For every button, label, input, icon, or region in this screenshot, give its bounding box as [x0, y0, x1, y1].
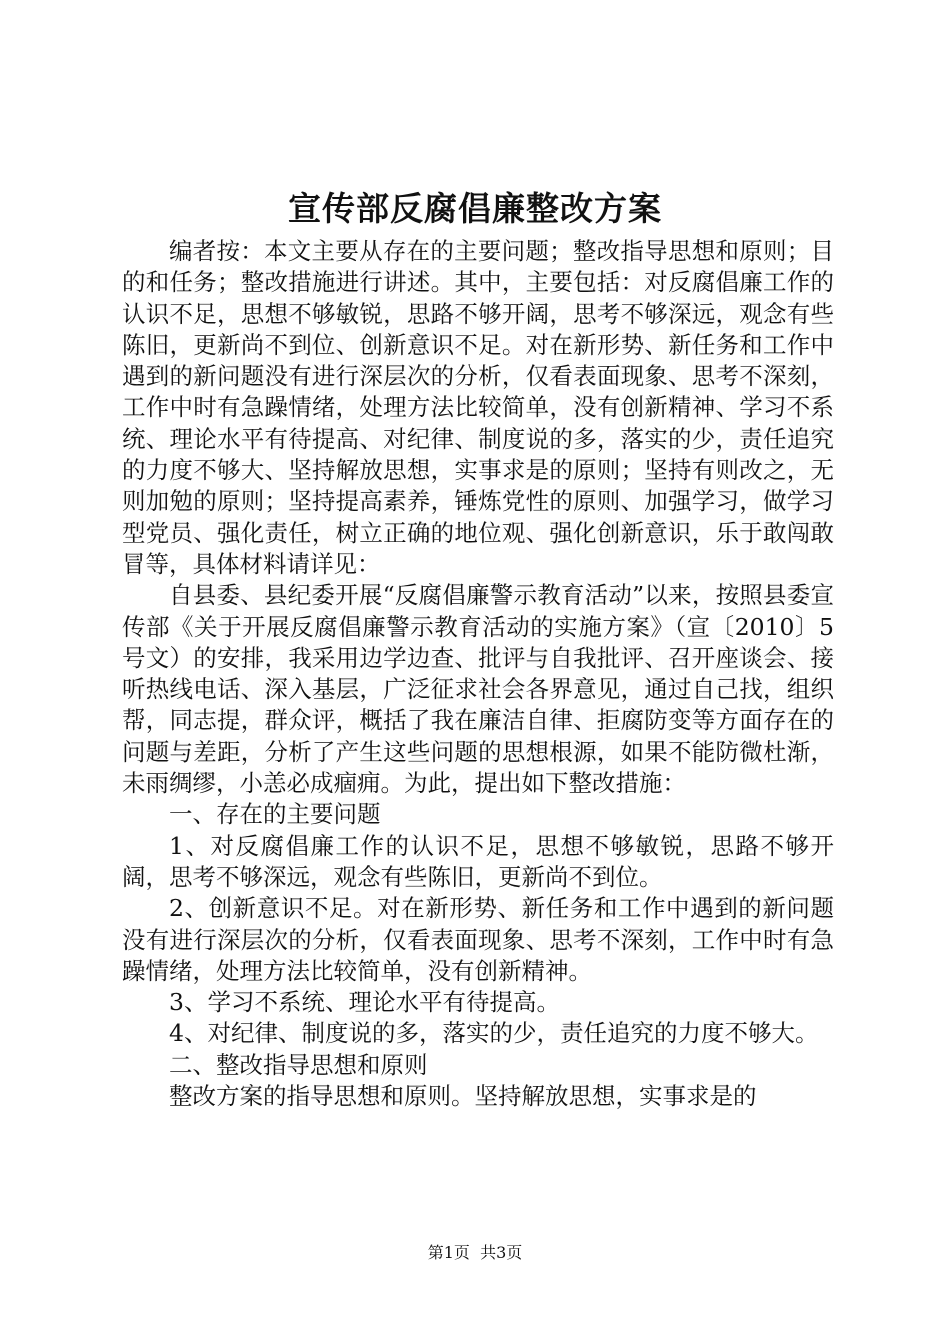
- problem-item-4: 4、对纪律、制度说的多，落实的少，责任追究的力度不够大。: [169, 1019, 819, 1048]
- problem-item-3: 3、学习不系统、理论水平有待提高。: [169, 988, 560, 1017]
- problem-item-2: 2、创新意识不足。对在新形势、新任务和工作中遇到的新问题没有进行深层次的分析，仅看表面现象、思考不深刻，工作中时有急躁情绪，处理方法比较简单，没有创新精神。: [122, 894, 834, 985]
- page-footer: 第1页 共3页: [427, 1243, 523, 1262]
- problem-item-1: 1、对反腐倡廉工作的认识不足，思想不够敏锐，思路不够开阔，思考不够深远，观念有些陈旧，更新尚不到位。: [122, 831, 834, 891]
- intro-paragraph: 自县委、县纪委开展“反腐倡廉警示教育活动”以来，按照县委宣传部《关于开展反腐倡廉警示教育活动的实施方案》（宣〔2010〕5号文）的安排，我采用边学边查、批评与自我批评、召开座谈会、接听热线电话、深入基层，广泛征求社会各界意见，通过自己找，组织帮，同志提，群众评，概括了我在廉洁自律、拒腐防变等方面存在的问题与差距，分析了产生这些问题的思想根源，如果不能防微杜渐，未雨绸缪，小恙必成痼痈。为此，提出如下整改措施：: [122, 581, 834, 798]
- editor-note-paragraph: 编者按：本文主要从存在的主要问题；整改指导思想和原则；目的和任务；整改措施进行讲述。其中，主要包括：对反腐倡廉工作的认识不足，思想不够敏锐，思路不够开阔，思考不够深远，观念有些陈旧，更新尚不到位、创新意识不足。对在新形势、新任务和工作中遇到的新问题没有进行深层次的分析，仅看表面现象、思考不深刻，工作中时有急躁情绪，处理方法比较简单，没有创新精神、学习不系统、理论水平有待提高、对纪律、制度说的多，落实的少，责任追究的力度不够大、坚持解放思想，实事求是的原则；坚持有则改之，无则加勉的原则；坚持提高素养，锤炼党性的原则、加强学习，做学习型党员、强化责任，树立正确的地位观、强化创新意识，乐于敢闯敢冒等，具体材料请详见：: [122, 237, 834, 578]
- section-heading-principles: 二、整改指导思想和原则: [169, 1050, 428, 1079]
- section-heading-problems: 一、存在的主要问题: [169, 800, 381, 829]
- principles-paragraph: 整改方案的指导思想和原则。坚持解放思想，实事求是的: [169, 1082, 757, 1111]
- document-title: 宣传部反腐倡廉整改方案: [288, 189, 662, 228]
- document-body: [122, 236, 834, 1112]
